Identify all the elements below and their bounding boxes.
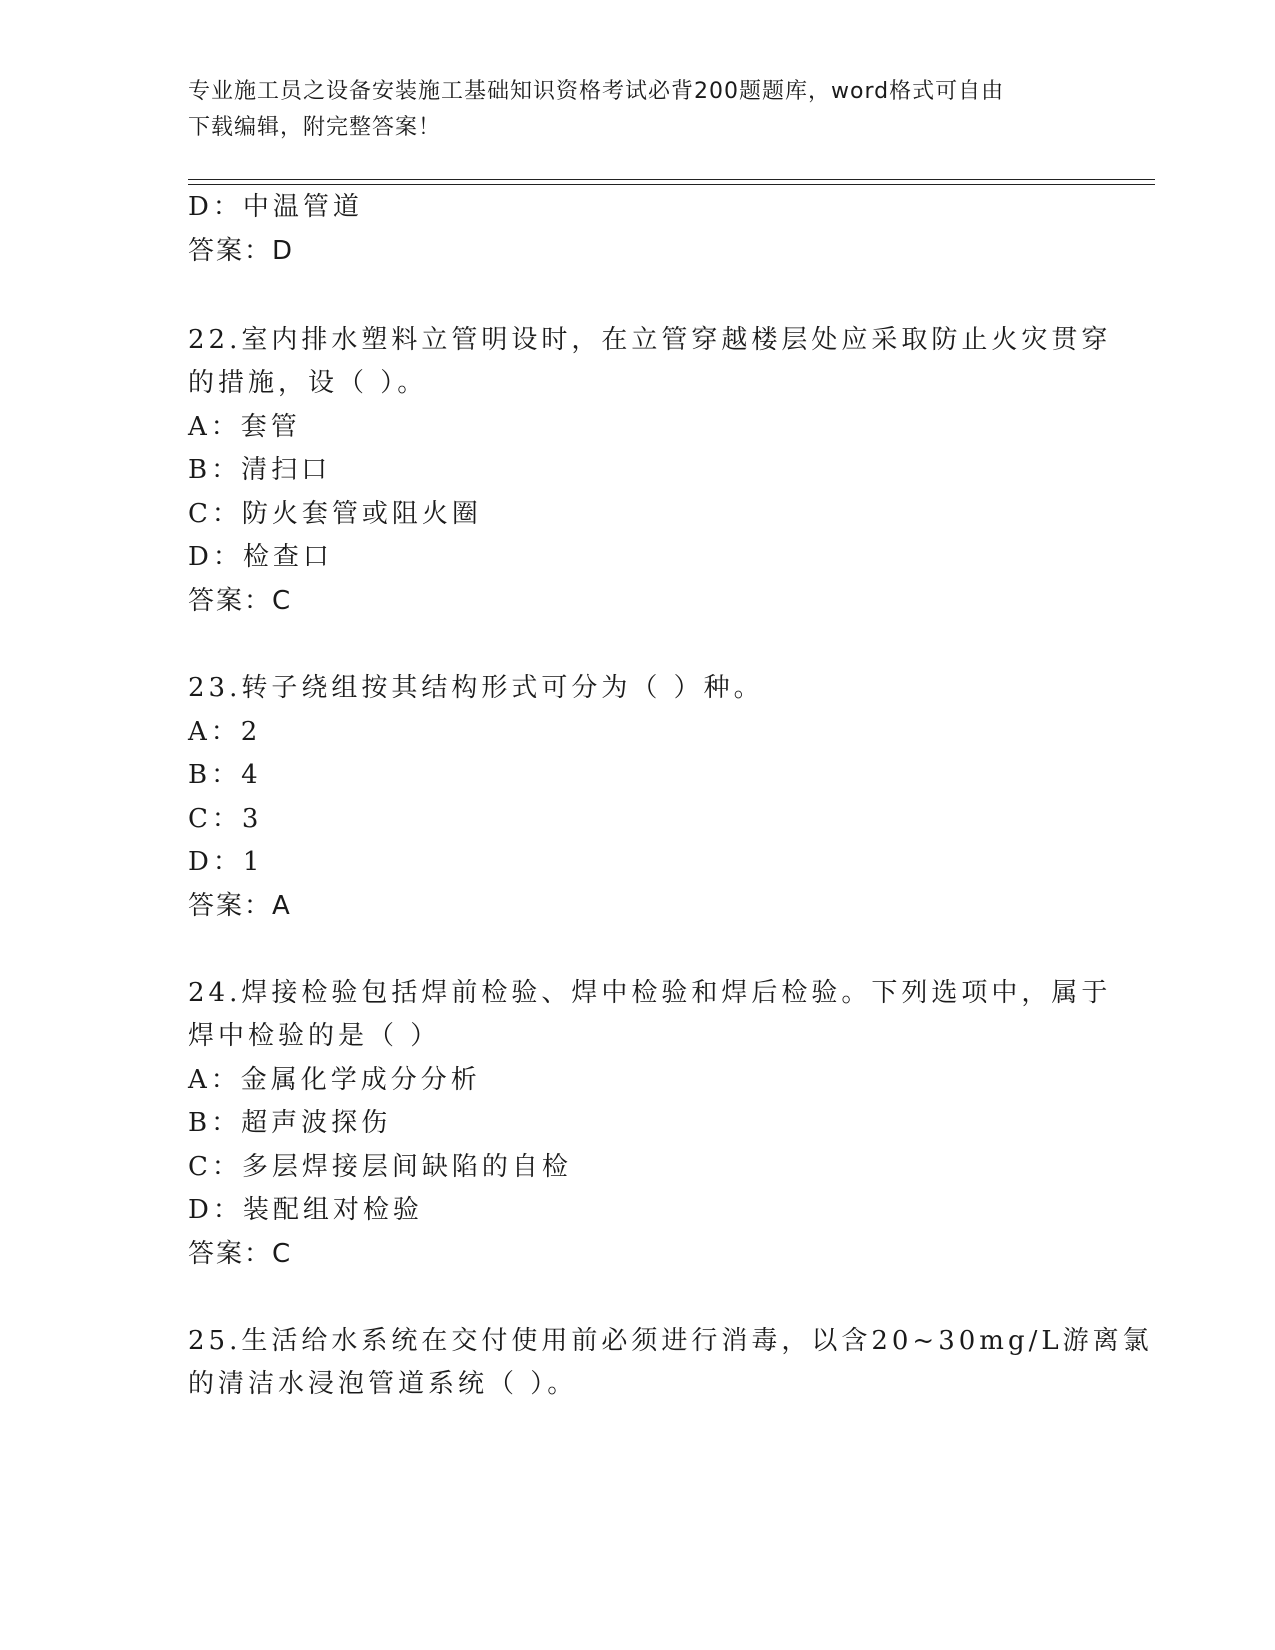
q22-option-d: D：检查口 — [188, 542, 333, 572]
q24-answer: 答案：C — [188, 1239, 293, 1269]
q24-option-a: A：金属化学成分分析 — [188, 1065, 481, 1095]
header-divider-top — [188, 179, 1155, 180]
q23-stem-line-1: 23.转子绕组按其结构形式可分为（ ）种。 — [188, 673, 764, 703]
header-divider-bottom — [188, 184, 1155, 185]
header-line-1: 专业施工员之设备安装施工基础知识资格考试必背200题题库，word格式可自由 — [188, 79, 1005, 104]
q23-answer: 答案：A — [188, 891, 292, 921]
q24-option-d: D：装配组对检验 — [188, 1195, 423, 1225]
q24-stem-line-2: 焊中检验的是（ ） — [188, 1021, 441, 1051]
document-header — [188, 74, 1068, 146]
q23-option-b: B：4 — [188, 760, 262, 790]
q22-stem-line-1: 22.室内排水塑料立管明设时，在立管穿越楼层处应采取防止火灾贯穿 — [188, 325, 1112, 355]
q22-stem-line-2: 的措施，设（ ）。 — [188, 368, 428, 398]
q24-stem-line-1: 24.焊接检验包括焊前检验、焊中检验和焊后检验。下列选项中，属于 — [188, 978, 1112, 1008]
q25-stem-line-1: 25.生活给水系统在交付使用前必须进行消毒，以含20~30mg/L游离氯 — [188, 1326, 1153, 1356]
q22-option-c: C：防火套管或阻火圈 — [188, 499, 482, 529]
q24-option-c: C：多层焊接层间缺陷的自检 — [188, 1152, 572, 1182]
prev-option-d: D：中温管道 — [188, 192, 363, 222]
q24-option-b: B：超声波探伤 — [188, 1108, 392, 1138]
header-line-2: 下载编辑，附完整答案！ — [188, 115, 442, 140]
q23-option-c: C：3 — [188, 804, 263, 834]
prev-answer: 答案：D — [188, 236, 295, 266]
q22-option-b: B：清扫口 — [188, 455, 332, 485]
q22-answer: 答案：C — [188, 586, 293, 616]
q22-option-a: A：套管 — [188, 412, 301, 442]
q23-option-a: A：2 — [188, 717, 262, 747]
q23-option-d: D：1 — [188, 847, 264, 877]
q25-stem-line-2: 的清洁水浸泡管道系统（ ）。 — [188, 1369, 578, 1399]
